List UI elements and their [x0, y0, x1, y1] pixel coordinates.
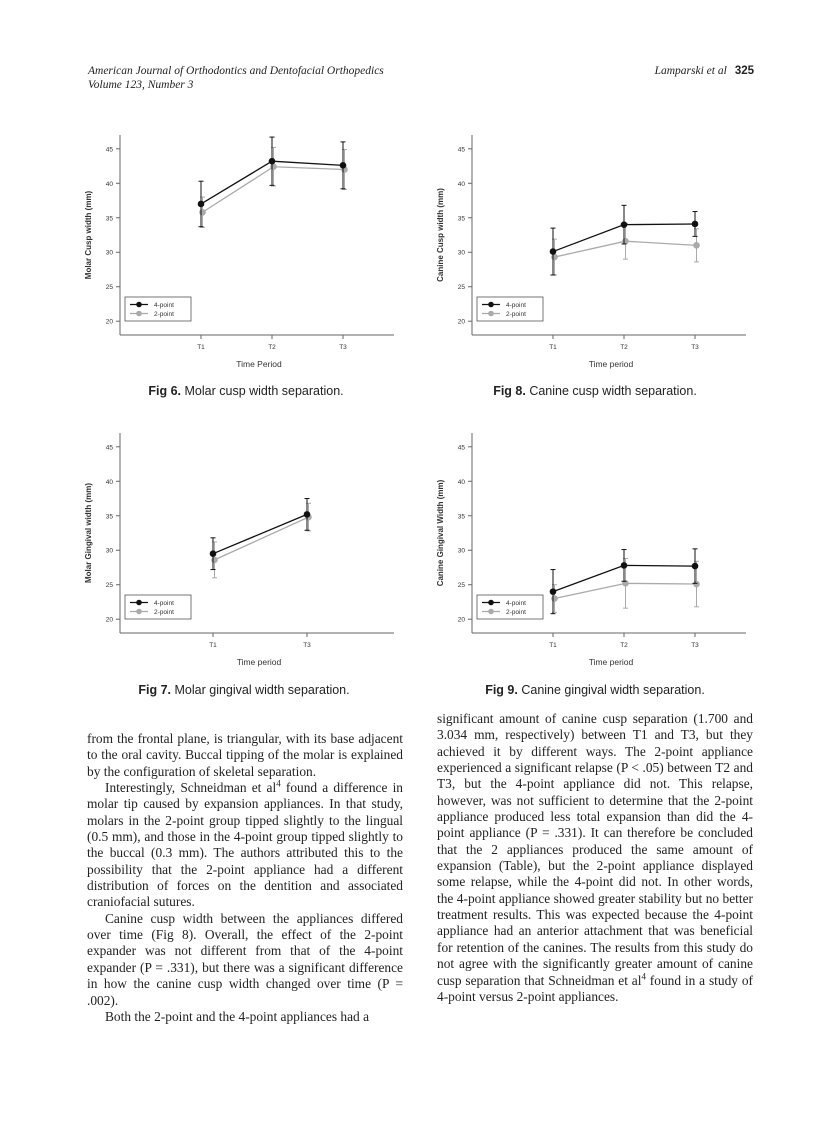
x-tick-label: T1: [549, 642, 557, 649]
y-tick-label: 30: [457, 547, 465, 555]
figure-6-caption-text: Molar cusp width separation.: [184, 384, 344, 398]
figure-9-caption-label: Fig 9.: [485, 683, 518, 697]
page-number: 325: [734, 65, 754, 77]
series-line: [215, 517, 309, 560]
author-running-head: Lamparski et al: [654, 65, 727, 77]
figure-7: [80, 423, 400, 668]
data-point: [621, 562, 628, 569]
y-tick-label: 35: [457, 215, 465, 223]
paragraph: Both the 2-point and the 4-point appliances had a: [105, 1008, 370, 1024]
legend-label: 2-point: [154, 310, 174, 318]
y-axis-title: Molar Cusp width (mm): [84, 190, 93, 280]
y-tick-label: 20: [105, 318, 113, 326]
x-axis-title: Time period: [588, 657, 634, 667]
paragraph: from the frontal plane, is triangular, with its base adjacent to the oral cavity. Buccal tipping of the molar is explained by the configuration of skeletal separation.: [87, 731, 403, 779]
y-tick-label: 35: [105, 513, 113, 521]
figure-9-chart: [432, 423, 752, 668]
x-tick-label: T2: [620, 344, 628, 351]
y-tick-label: 35: [457, 513, 465, 521]
legend-label: 4-point: [506, 301, 526, 309]
figure-6-caption: [66, 384, 426, 398]
x-axis-title: Time period: [588, 359, 634, 369]
y-tick-label: 25: [105, 284, 113, 292]
y-tick-label: 40: [457, 478, 465, 486]
x-tick-label: T3: [303, 642, 311, 649]
running-header-left: [88, 64, 384, 92]
legend-marker: [136, 311, 142, 317]
data-point: [199, 209, 206, 216]
figure-7-caption-text: Molar gingival width separation.: [174, 683, 350, 697]
legend-marker: [136, 302, 142, 308]
data-point: [621, 221, 628, 228]
y-tick-label: 40: [105, 180, 113, 188]
x-tick-label: T3: [691, 642, 699, 649]
data-point: [340, 162, 347, 169]
data-point: [550, 248, 557, 255]
y-tick-label: 30: [105, 547, 113, 555]
legend-label: 2-point: [506, 310, 526, 318]
data-point: [210, 550, 217, 557]
figure-8-caption-text: Canine cusp width separation.: [529, 384, 697, 398]
legend-marker: [488, 600, 494, 606]
data-point: [692, 563, 699, 570]
y-tick-label: 30: [105, 249, 113, 257]
y-tick-label: 25: [457, 284, 465, 292]
figure-8: [432, 125, 752, 370]
y-tick-label: 20: [457, 616, 465, 624]
data-point: [550, 588, 557, 595]
legend-label: 2-point: [506, 608, 526, 616]
data-point: [692, 221, 699, 228]
data-point: [693, 581, 700, 588]
journal-title: American Journal of Orthodontics and Dentofacial Orthopedics: [88, 65, 384, 77]
paragraph: Canine cusp width between the appliances differed over time (Fig 8). Overall, the effect of the 2-point expander was not different from that of the 4-point expander (P = .331), but there was a significant difference in how the canine cusp width changed over time (P = .002).: [87, 910, 403, 1008]
y-tick-label: 25: [457, 582, 465, 590]
legend-marker: [136, 609, 142, 615]
figure-8-caption-label: Fig 8.: [493, 384, 526, 398]
y-tick-label: 25: [105, 582, 113, 590]
y-axis-title: Canine Cusp width (mm): [436, 188, 445, 282]
legend-label: 4-point: [154, 301, 174, 309]
figure-8-caption: [415, 384, 775, 398]
figure-9: [432, 423, 752, 668]
y-tick-label: 40: [457, 180, 465, 188]
y-tick-label: 30: [457, 249, 465, 257]
y-tick-label: 45: [457, 444, 465, 452]
figure-7-caption-label: Fig 7.: [138, 683, 172, 697]
y-tick-label: 45: [105, 146, 113, 154]
data-point: [198, 201, 205, 208]
paragraph: significant amount of canine cusp separation (1.700 and 3.034 mm, respectively) between T1 and T3, but they achieved it by different ways. The 2-point appliance experienced a significant relapse (P < .05) between T2 and T3, but the 4-point appliance did not. This relapse, however, was not sufficient to determine that the 2-point appliance produced less total expansion than did the 4-point appliance (P = .331). It can therefore be concluded that the 2 appliances produced the same amount of expansion (Table), but the 2-point appliance displayed some relapse, while the 4-point did not. In other words, the 4-point appliance showed greater stability but no better treatment results. This was expected because the 4-point appliance had an anterior attachment that was beneficial for retention of the canines. The results from this study do not agree with the significantly greater amount of canine cusp separation that Schneidman et $al^4$ found in a study of 4-point versus 2-point appliances.: [437, 711, 753, 1004]
legend-label: 2-point: [154, 608, 174, 616]
y-axis-title: Molar Gingival width (mm): [84, 482, 93, 584]
x-tick-label: T2: [620, 642, 628, 649]
figure-9-caption: [415, 683, 775, 697]
data-point: [304, 511, 311, 518]
legend-marker: [488, 609, 494, 615]
legend-label: 4-point: [506, 599, 526, 607]
y-axis-title: Canine Gingival Width (mm): [436, 479, 445, 587]
figure-6-caption-label: Fig 6.: [148, 384, 182, 398]
journal-volume: Volume 123, Number 3: [88, 79, 194, 91]
x-tick-label: T3: [339, 344, 347, 351]
x-tick-label: T1: [549, 344, 557, 351]
legend-label: 4-point: [154, 599, 174, 607]
x-tick-label: T3: [691, 344, 699, 351]
figure-7-caption: [64, 683, 424, 697]
data-point: [269, 158, 276, 165]
series-line: [213, 514, 307, 553]
data-point: [270, 163, 277, 170]
legend-marker: [488, 311, 494, 317]
body-column-right: [437, 711, 753, 1005]
body-column-left: [87, 731, 403, 1025]
x-axis-title: Time Period: [236, 359, 282, 369]
x-tick-label: T2: [268, 344, 276, 351]
data-point: [211, 557, 218, 564]
figure-6-chart: [80, 125, 400, 370]
data-point: [551, 254, 558, 261]
paragraph: Interestingly, Schneidman et $al^4$ found a difference in molar tip caused by expansion appliances. In that study, molars in the 2-point group tipped slightly to the lingual (0.5 mm), and those in the 4-point group tipped slightly to the buccal (0.3 mm). The authors attributed this to the possibility that the 2-point appliance had a different distribution of forces on the dentition and associated craniofacial sutures.: [87, 778, 403, 910]
x-axis-title: Time period: [236, 657, 282, 667]
figure-6: [80, 125, 400, 370]
y-tick-label: 45: [457, 146, 465, 154]
y-tick-label: 20: [105, 616, 113, 624]
legend-marker: [136, 600, 142, 606]
figure-7-chart: [80, 423, 400, 668]
y-tick-label: 20: [457, 318, 465, 326]
legend-marker: [488, 302, 494, 308]
figure-8-chart: [432, 125, 752, 370]
figure-9-caption-text: Canine gingival width separation.: [521, 683, 705, 697]
data-point: [693, 242, 700, 249]
y-tick-label: 45: [105, 444, 113, 452]
running-header-right: [655, 64, 754, 78]
x-tick-label: T1: [197, 344, 205, 351]
x-tick-label: T1: [209, 642, 217, 649]
y-tick-label: 35: [105, 215, 113, 223]
y-tick-label: 40: [105, 478, 113, 486]
data-point: [551, 595, 558, 602]
